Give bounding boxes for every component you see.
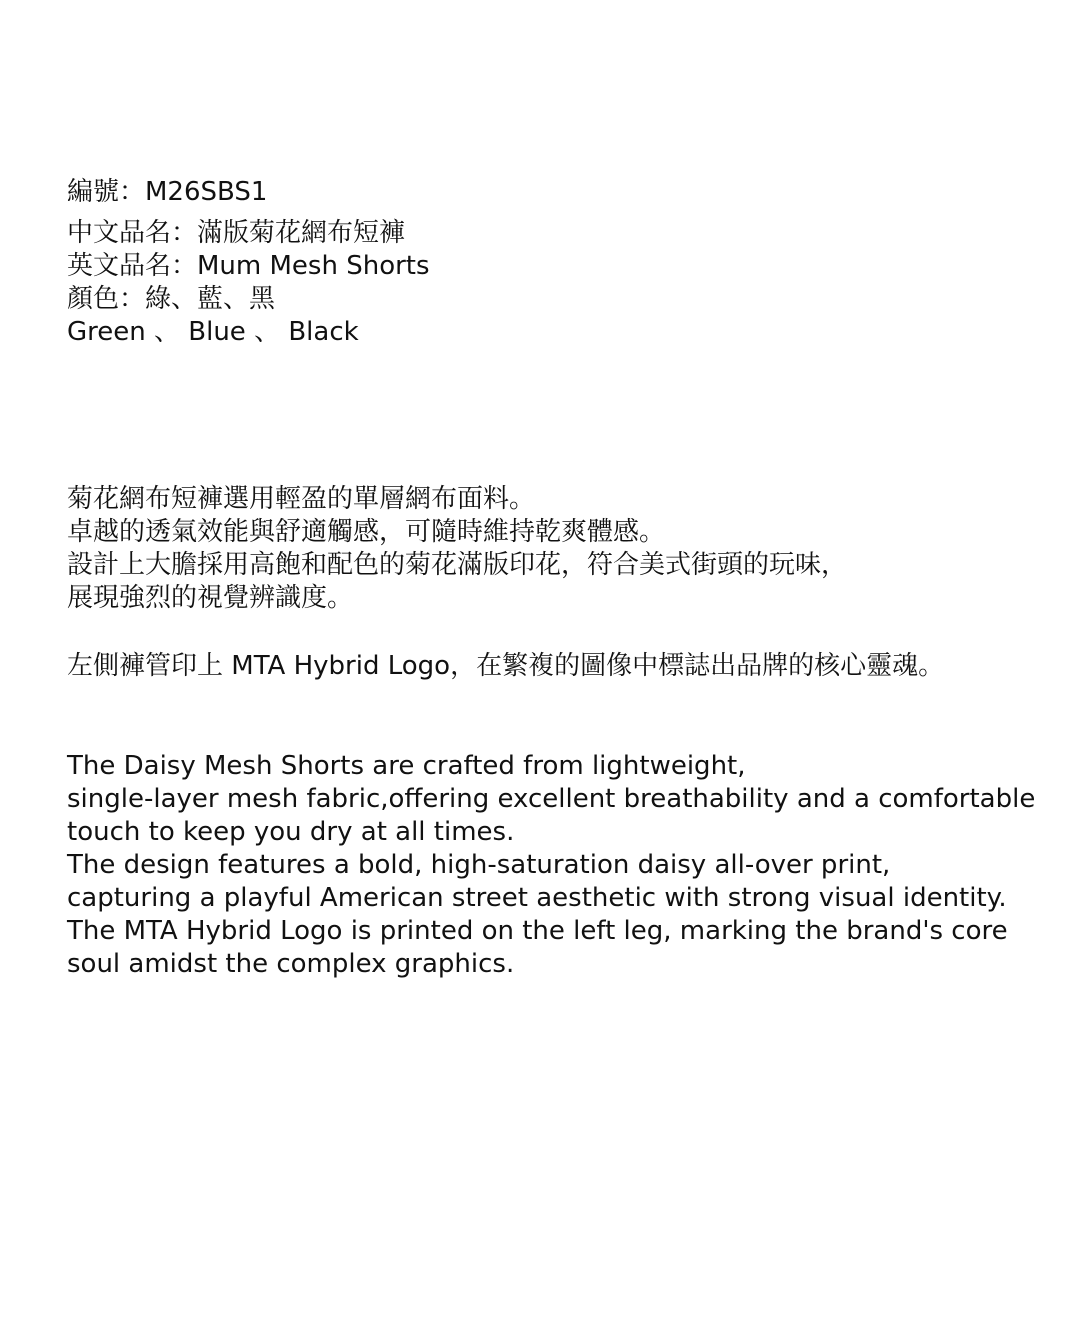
product-colors-zh: 顏色：綠、藍、黑 — [67, 284, 276, 314]
description-en-line: The MTA Hybrid Logo is printed on the left leg, marking the brand's core — [67, 916, 1008, 946]
description-en-line: single-layer mesh fabric,offering excellent breathability and a comfortable — [67, 784, 1036, 814]
description-en-line: The design features a bold, high-saturation daisy all-over print, — [67, 850, 891, 880]
description-zh-line: 菊花網布短褲選用輕盈的單層網布面料。 — [67, 484, 536, 514]
logo-note-zh-line: 左側褲管印上 MTA Hybrid Logo，在繁複的圖像中標誌出品牌的核心靈魂。 — [67, 651, 945, 681]
description-en-line: The Daisy Mesh Shorts are crafted from lightweight, — [67, 751, 746, 781]
description-zh-line: 卓越的透氣效能與舒適觸感，可隨時維持乾爽體感。 — [67, 517, 666, 547]
logo-note-zh — [67, 650, 1047, 683]
description-en — [67, 750, 1047, 981]
spacer — [67, 209, 1047, 217]
product-name-zh: 中文品名：滿版菊花網布短褲 — [67, 218, 406, 248]
description-zh-line: 展現強烈的視覺辨識度。 — [67, 583, 354, 613]
product-colors-en: Green 、 Blue 、 Black — [67, 317, 359, 347]
description-en-line: capturing a playful American street aesthetic with strong visual identity. — [67, 883, 1007, 913]
description-en-line: soul amidst the complex graphics. — [67, 949, 515, 979]
description-zh — [67, 483, 1047, 615]
product-spec — [67, 176, 1047, 349]
description-en-line: touch to keep you dry at all times. — [67, 817, 515, 847]
description-zh-line: 設計上大膽採用高飽和配色的菊花滿版印花，符合美式街頭的玩味， — [67, 550, 848, 580]
product-code: 編號：M26SBS1 — [67, 177, 268, 207]
product-name-en: 英文品名：Mum Mesh Shorts — [67, 251, 430, 281]
